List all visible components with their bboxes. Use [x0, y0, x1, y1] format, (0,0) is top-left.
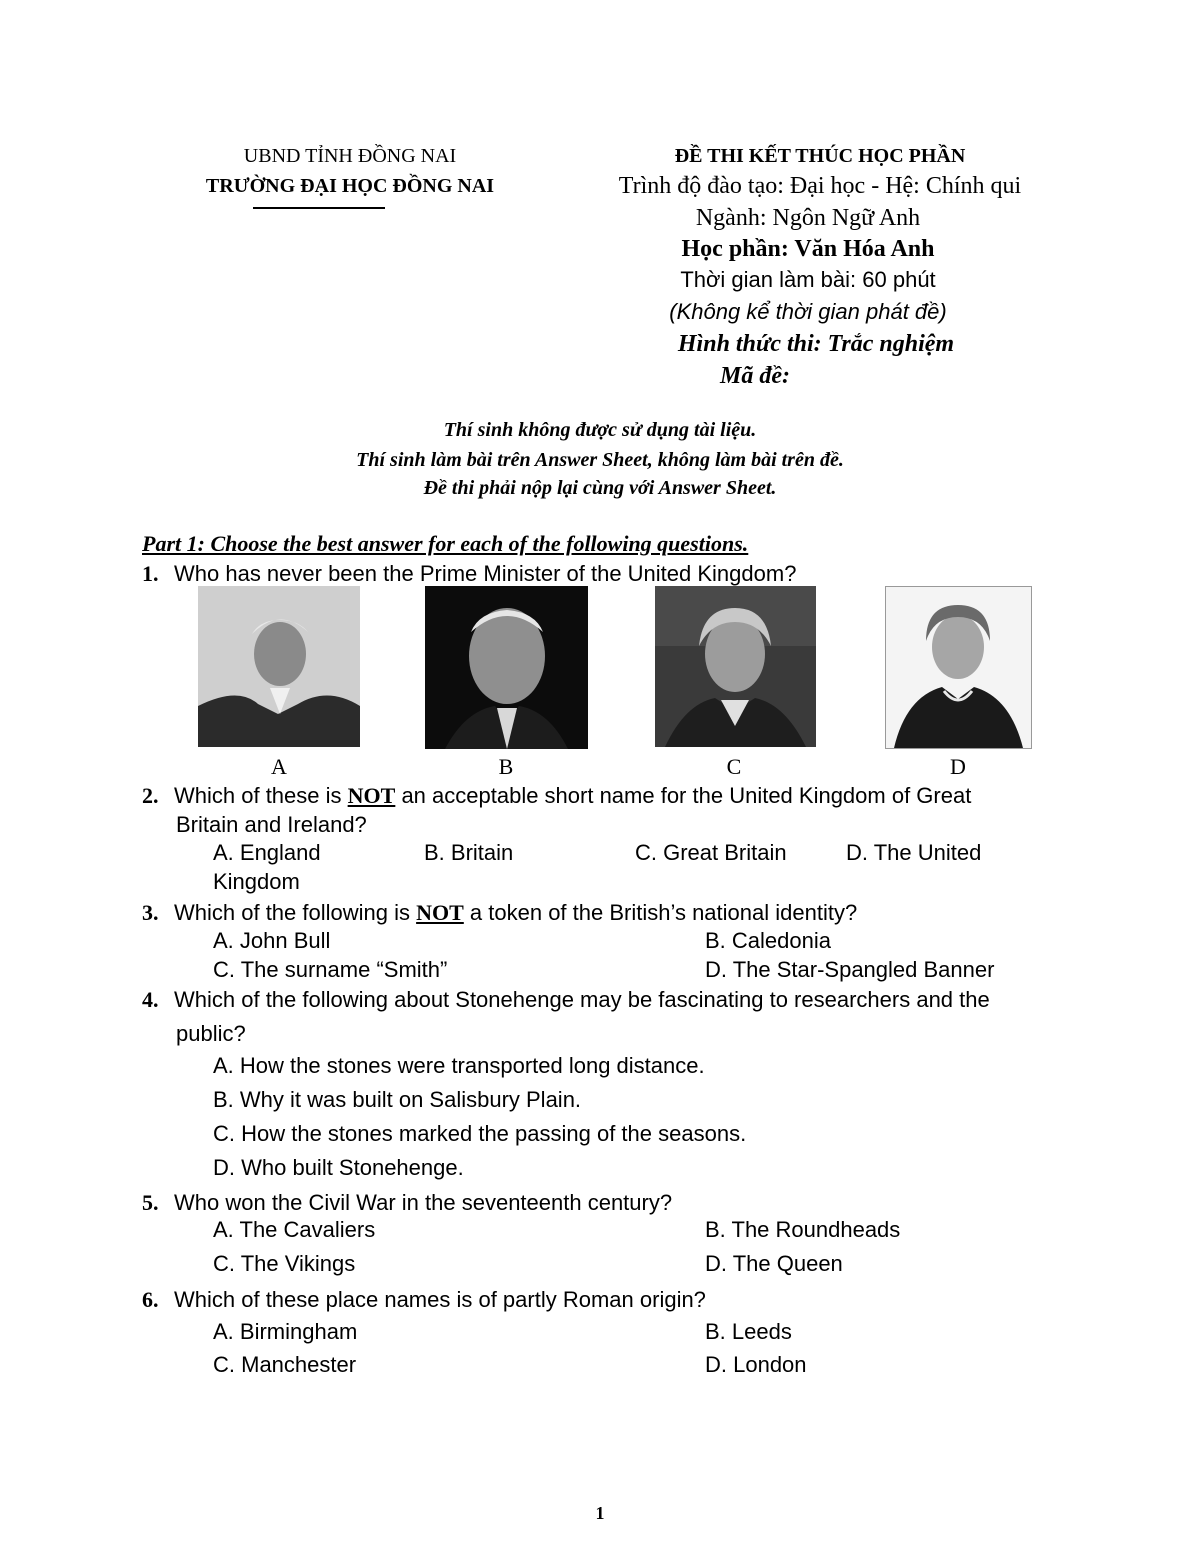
question-number: 5. [142, 1190, 159, 1215]
photo-label-b: B [498, 754, 514, 779]
exam-title: ĐỀ THI KẾT THÚC HỌC PHẦN [674, 145, 966, 167]
question-text-post: an acceptable short name for the United Kingdom of Great [395, 783, 972, 808]
question-emphasis: NOT [416, 900, 464, 925]
option-a: A. England [213, 840, 321, 865]
option-a: A. Birmingham [213, 1319, 358, 1344]
option-b: B. Britain [424, 840, 514, 865]
question-1 [142, 559, 796, 588]
option-c: C. How the stones marked the passing of the seasons. [213, 1121, 747, 1146]
question-text: Who has never been the Prime Minister of the United Kingdom? [174, 561, 797, 586]
institution-line1: UBND TỈNH ĐỒNG NAI [243, 145, 457, 167]
option-c: C. The surname “Smith” [213, 957, 448, 982]
option-b: B. Caledonia [705, 928, 831, 953]
option-d: D. Who built Stonehenge. [213, 1155, 464, 1180]
question-text-post: a token of the British’s national identity? [463, 900, 858, 925]
option-d: D. The United [846, 840, 982, 865]
option-c: C. Manchester [213, 1352, 357, 1377]
option-d: D. London [705, 1352, 807, 1377]
option-b: B. Why it was built on Salisbury Plain. [213, 1087, 582, 1112]
option-a: A. John Bull [213, 928, 331, 953]
exam-duration-note: (Không kể thời gian phát đề) [669, 299, 947, 324]
page-number: 1 [595, 1503, 605, 1523]
option-b: B. Leeds [705, 1319, 792, 1344]
photo-label-d: D [950, 754, 966, 779]
question-text-pre: Which of these is [174, 783, 348, 808]
exam-code-label: Mã đề: [720, 363, 790, 389]
option-a: A. How the stones were transported long distance. [213, 1053, 705, 1078]
question-number: 1. [142, 561, 159, 586]
question-4-line2: public? [176, 1021, 246, 1046]
instruction-3: Đề thi phải nộp lại cùng với Answer Sheet. [423, 477, 777, 499]
question-4 [142, 985, 990, 1014]
exam-format: Hình thức thi: Trắc nghiệm [677, 331, 955, 357]
option-c: C. The Vikings [213, 1251, 356, 1276]
exam-major: Ngành: Ngôn Ngữ Anh [695, 205, 921, 231]
photo-option-d [885, 586, 1032, 749]
question-number: 4. [142, 987, 159, 1012]
photo-option-b [425, 586, 588, 749]
question-number: 2. [142, 783, 159, 808]
photo-label-a: A [271, 754, 287, 779]
photo-option-c [655, 586, 816, 747]
exam-duration: Thời gian làm bài: 60 phút [680, 267, 936, 292]
question-5 [142, 1188, 672, 1217]
instruction-1: Thí sinh không được sử dụng tài liệu. [443, 419, 757, 441]
instruction-2: Thí sinh làm bài trên Answer Sheet, không làm bài trên đề. [356, 449, 844, 471]
option-d: D. The Star-Spangled Banner [705, 957, 995, 982]
question-text-pre: Which of the following is [174, 900, 417, 925]
question-number: 6. [142, 1287, 159, 1312]
question-text: Which of these place names is of partly Roman origin? [174, 1287, 706, 1312]
photo-option-a [198, 586, 360, 747]
photo-label-c: C [726, 754, 742, 779]
part1-title: Part 1: Choose the best answer for each of the following questions. [142, 531, 749, 556]
question-6 [142, 1285, 706, 1314]
question-text: Which of the following about Stonehenge may be fascinating to researchers and the [174, 987, 990, 1012]
question-text: Who won the Civil War in the seventeenth century? [174, 1190, 673, 1215]
header-divider [253, 207, 385, 209]
question-3 [142, 898, 857, 927]
exam-course: Học phần: Văn Hóa Anh [681, 236, 935, 262]
question-number: 3. [142, 900, 159, 925]
option-d: D. The Queen [705, 1251, 843, 1276]
option-b: B. The Roundheads [705, 1217, 901, 1242]
option-d-wrap: Kingdom [213, 869, 300, 894]
exam-level: Trình độ đào tạo: Đại học - Hệ: Chính qui [618, 173, 1022, 199]
question-2 [142, 781, 971, 810]
option-c: C. Great Britain [635, 840, 787, 865]
question-2-line2: Britain and Ireland? [176, 812, 367, 837]
question-emphasis: NOT [347, 783, 396, 808]
option-a: A. The Cavaliers [213, 1217, 376, 1242]
institution-line2: TRƯỜNG ĐẠI HỌC ĐỒNG NAI [205, 175, 495, 197]
